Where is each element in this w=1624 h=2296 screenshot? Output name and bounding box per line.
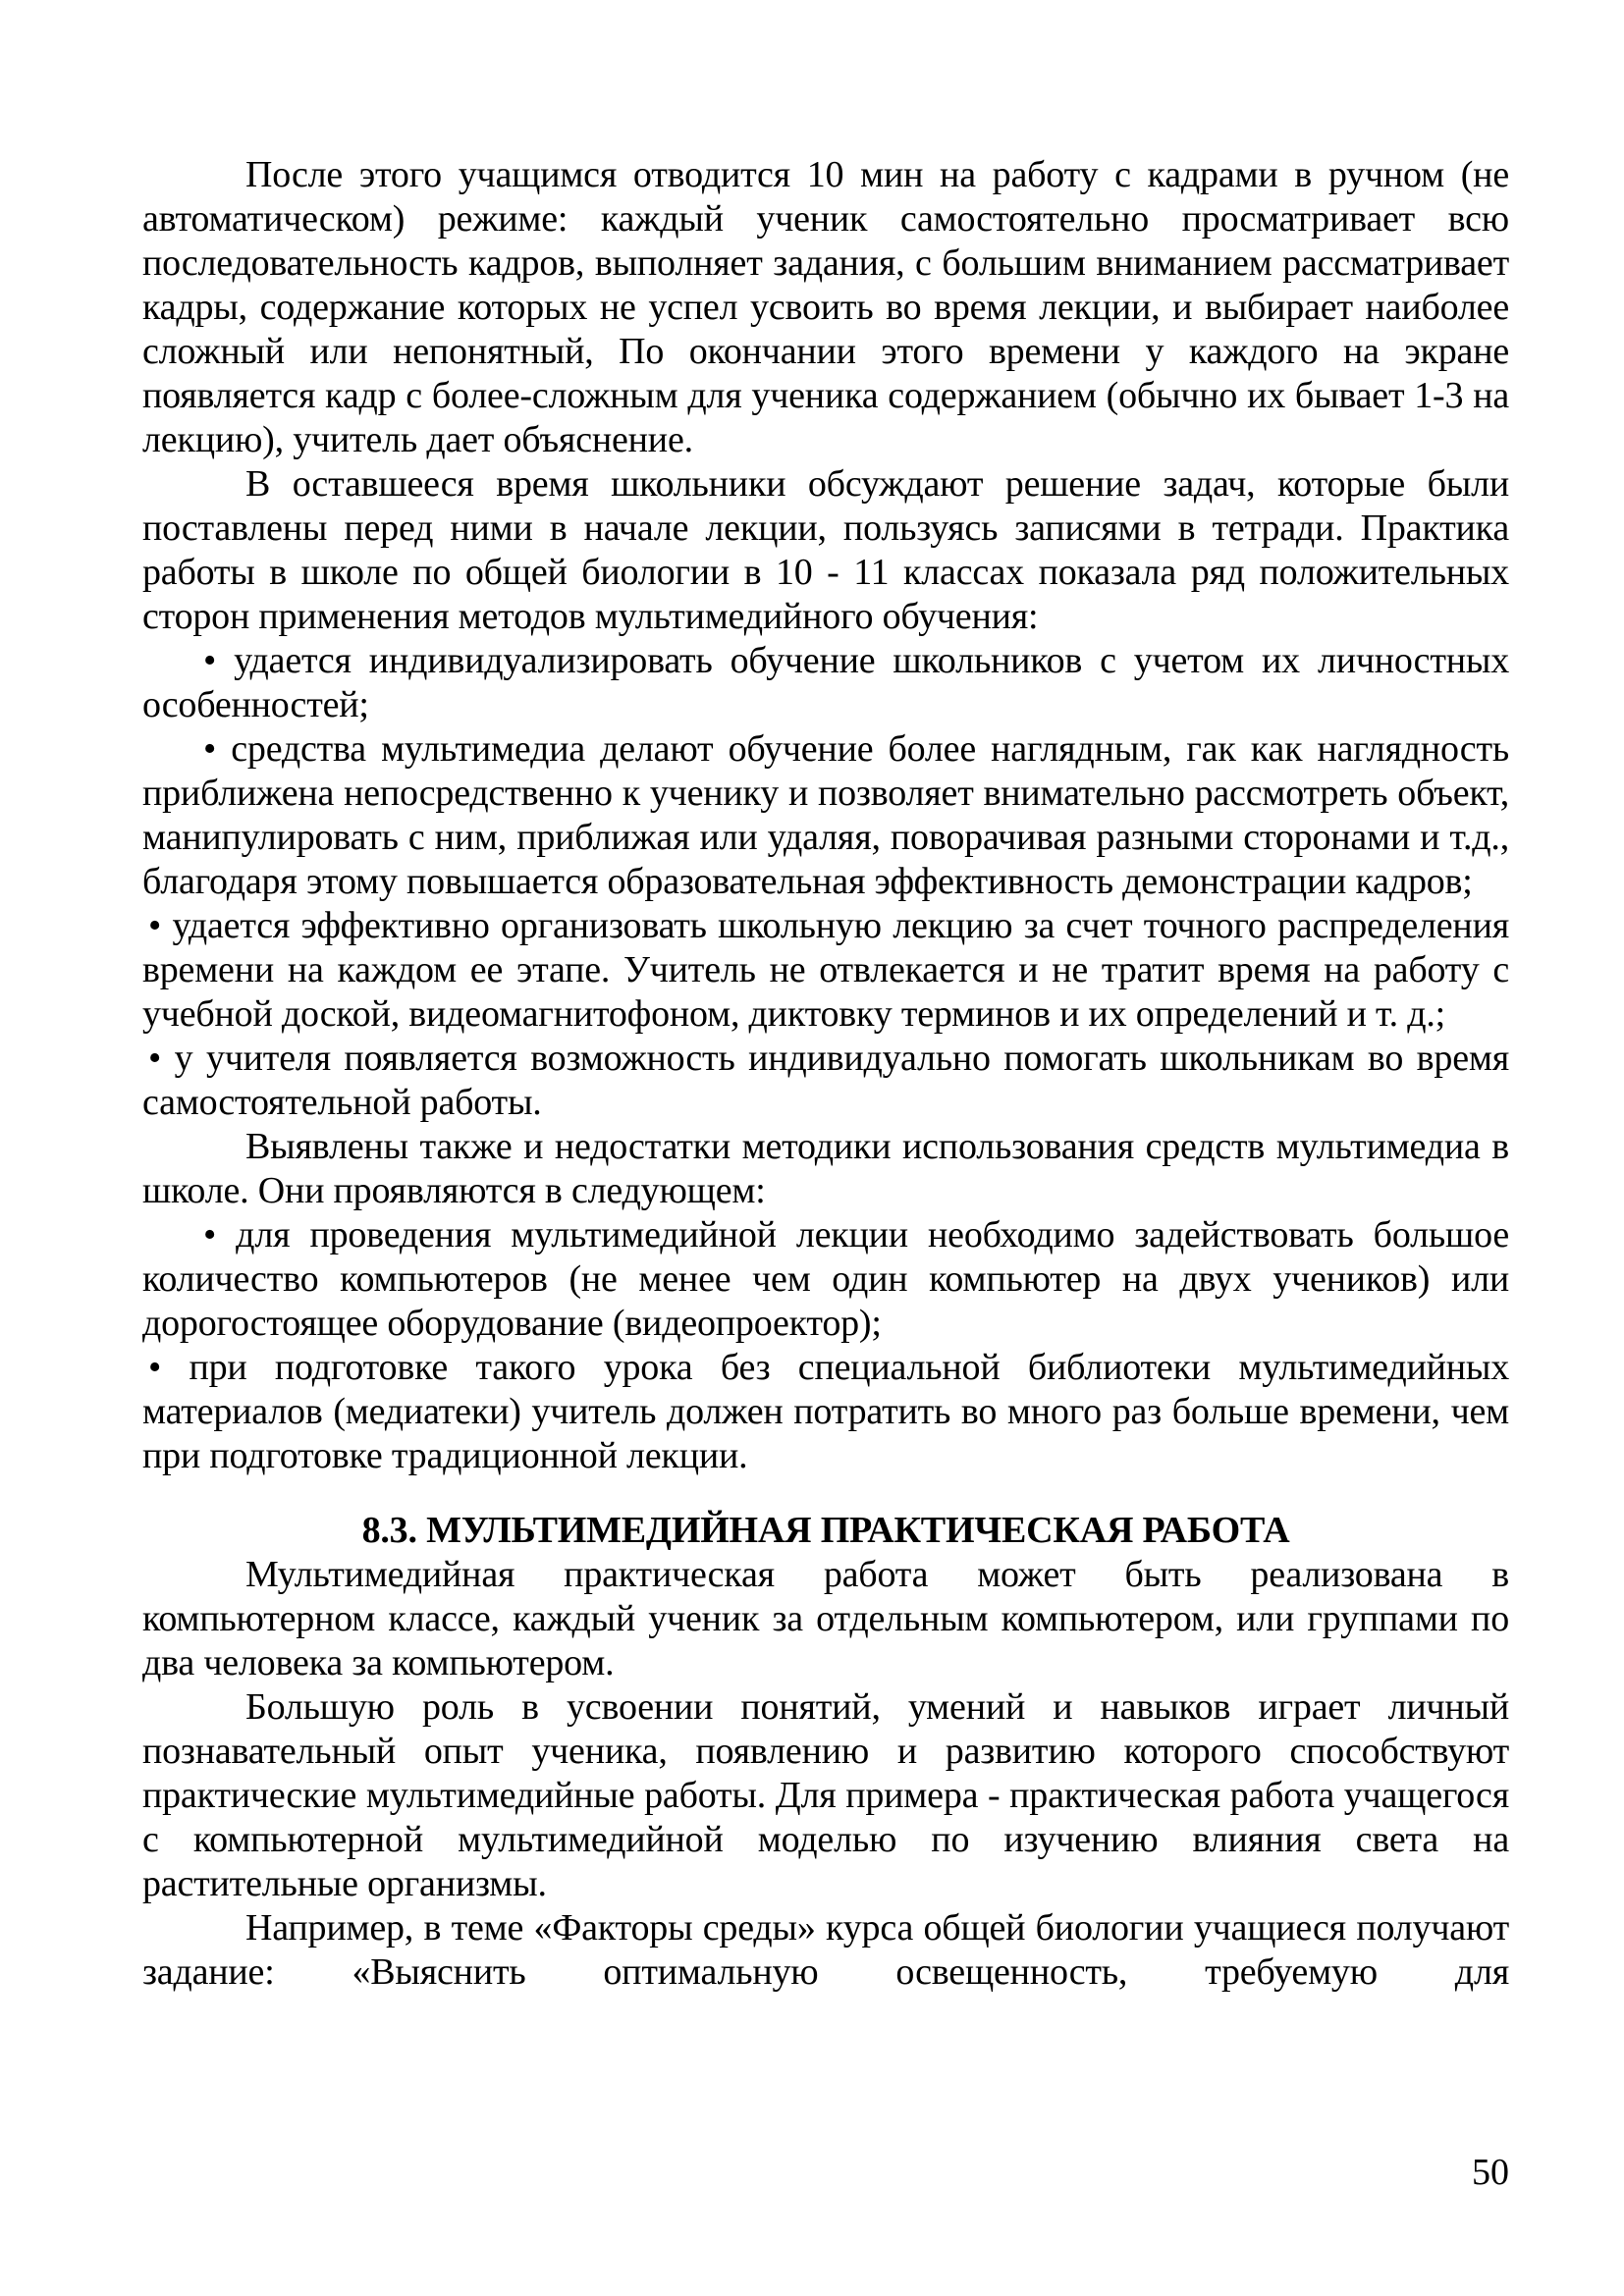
paragraph: Выявлены также и недостатки методики использования средств мультимедиа в школе. Они проявляются в следующем:	[142, 1126, 1509, 1211]
paragraph: В оставшееся время школьники обсуждают решение задач, которые были поставлены перед ними в начале лекции, пользуясь записями в тетради. Практика работы в школе по общей биологии в 10 - 11 классах показала ряд положительных сторон применения методов мультимедийного обучения:	[142, 463, 1509, 637]
bullet-item: • для проведения мультимедийной лекции необходимо задействовать большое количество компьютеров (не менее чем один компьютер на двух учеников) или дорогостоящее оборудование (видеопроектор);	[142, 1214, 1509, 1344]
bullet-item: • удается индивидуализировать обучение школьников с учетом их личностных особенностей;	[142, 640, 1509, 725]
bullet-item: • при подготовке такого урока без специальной библиотеки мультимедийных материалов (медиатеки) учитель должен потратить во много раз больше времени, чем при подготовке традиционной лекции.	[142, 1347, 1509, 1476]
paragraph: После этого учащимся отводится 10 мин на работу с кадрами в ручном (не автоматическом) режиме: каждый ученик самостоятельно просматривает всю последовательность кадров, выполняет задания, с большим вниманием рассматривает кадры, содержание которых не успел усвоить во время лекции, и выбирает наиболее сложный или непонятный, По окончании этого времени у каждого на экране появляется кадр с более-сложным для ученика содержанием (обычно их бывает 1-3 на лекцию), учитель дает объяснение.	[142, 154, 1509, 460]
page-number: 50	[1472, 2152, 1509, 2193]
paragraph: Большую роль в усвоении понятий, умений и навыков играет личный познавательный опыт ученика, появлению и развитию которого способствуют практические мультимедийные работы. Для примера - практическая работа учащегося с компьютерной мультимедийной моделью по изучению влияния света на растительные организмы.	[142, 1686, 1509, 1904]
paragraph: Например, в теме «Факторы среды» курса общей биологии учащиеся получают задание: «Выяснить оптимальную освещенность, требуемую для	[142, 1907, 1509, 1993]
section-heading: 8.3. МУЛЬТИМЕДИЙНАЯ ПРАКТИЧЕСКАЯ РАБОТА	[361, 1510, 1290, 1551]
bullet-item: • средства мультимедиа делают обучение более наглядным, гак как наглядность приближена непосредственно к ученику и позволяет внимательно рассмотреть объект, манипулировать с ним, приближая или удаляя, поворачивая разными сторонами и т.д., благодаря этому повышается образовательная эффективность демонстрации кадров;	[142, 728, 1509, 902]
bullet-item: • у учителя появляется возможность индивидуально помогать школьникам во время самостоятельной работы.	[142, 1038, 1509, 1123]
paragraph: Мультимедийная практическая работа может быть реализована в компьютерном классе, каждый ученик за отдельным компьютером, или группами по два человека за компьютером.	[142, 1554, 1509, 1683]
document-body	[142, 153, 1509, 1995]
bullet-item: • удается эффективно организовать школьную лекцию за счет точного распределения времени на каждом ее этапе. Учитель не отвлекается и не тратит время на работу с учебной доской, видеомагнитофоном, диктовку терминов и их определений и т. д.;	[142, 905, 1509, 1035]
